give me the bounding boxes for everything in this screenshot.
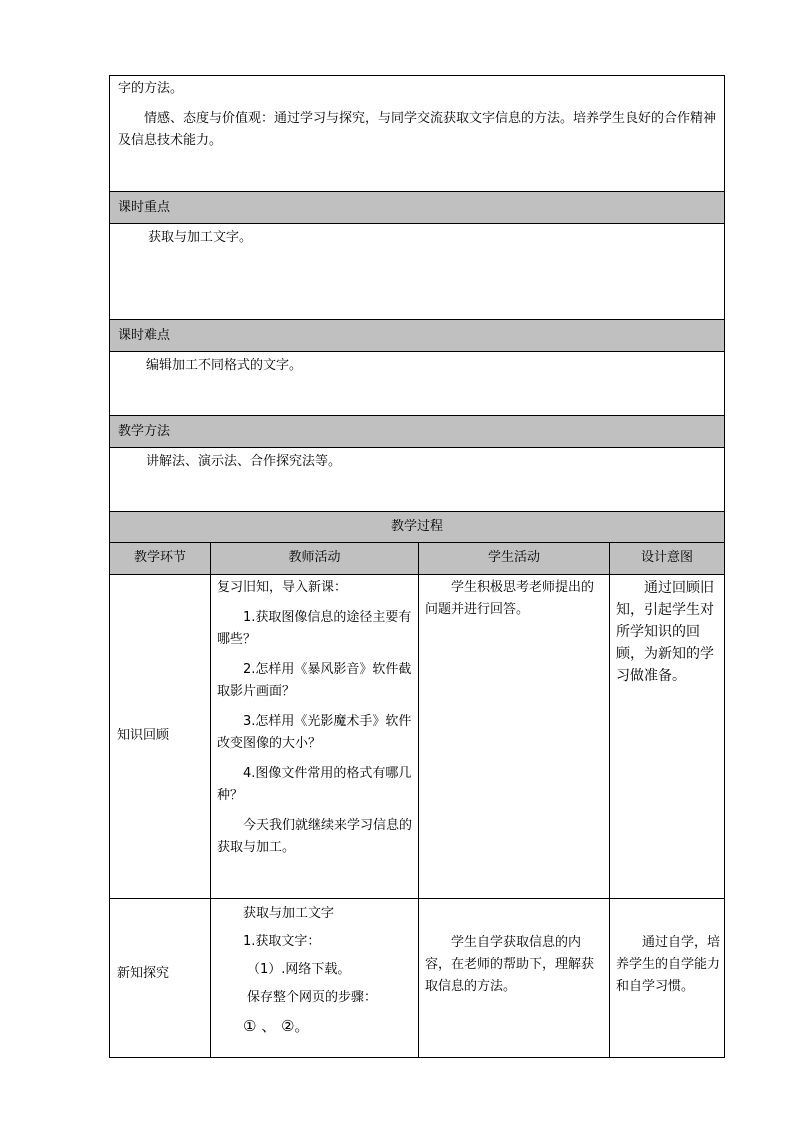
process-title bbox=[110, 511, 724, 543]
stage-label: 新知探究 bbox=[117, 966, 170, 981]
column-header-intent: 设计意图 bbox=[609, 543, 724, 574]
teacher-activity-line: 今天我们就继续来学习信息的获取与加工。 bbox=[217, 818, 413, 855]
section-content-difficulties bbox=[110, 352, 724, 415]
stage-label: 知识回顾 bbox=[117, 728, 170, 743]
teacher-activity-line: 1.获取文字： bbox=[243, 934, 321, 949]
design-intent-cell bbox=[609, 575, 724, 898]
teacher-activity-cell bbox=[210, 575, 418, 898]
section-header-label: 课时重点 bbox=[118, 200, 171, 215]
section-content-text: 编辑加工不同格式的文字。 bbox=[146, 358, 303, 373]
teacher-activity-line: 2.怎样用《暴风影音》软件截取影片画面？ bbox=[217, 662, 412, 699]
teacher-activity-line: （1）.网络下载。 bbox=[247, 962, 351, 977]
lesson-plan-table bbox=[109, 75, 725, 1058]
teacher-activity-line: 1.获取图像信息的途径主要有哪些？ bbox=[217, 610, 412, 647]
design-intent-text: 通过回顾旧知，引起学生对所学知识的回顾，为新知的学习做准备。 bbox=[616, 580, 714, 684]
section-header-key-points bbox=[110, 191, 724, 224]
teacher-activity-line: 4.图像文件常用的格式有哪几种？ bbox=[217, 766, 412, 803]
column-header-student: 学生活动 bbox=[418, 543, 609, 574]
student-activity-cell bbox=[418, 575, 609, 898]
process-title-text: 教学过程 bbox=[390, 519, 443, 534]
section-header-label: 课时难点 bbox=[118, 328, 171, 343]
section-header-label: 教学方法 bbox=[118, 424, 171, 439]
objectives-line: 字的方法。 bbox=[118, 81, 184, 96]
objectives-paragraph: 情感、态度与价值观：通过学习与探究，与同学交流获取文字信息的方法。培养学生良好的合作精神及信息技术能力。 bbox=[118, 111, 717, 148]
design-intent-text: 通过自学，培养学生的自学能力和自学习惯。 bbox=[616, 935, 721, 994]
section-content-text: 讲解法、演示法、合作探究法等。 bbox=[146, 454, 342, 469]
process-row bbox=[110, 575, 724, 899]
stage-cell bbox=[110, 899, 210, 1057]
section-header-difficulties bbox=[110, 319, 724, 352]
teacher-activity-cell bbox=[210, 899, 418, 1057]
teacher-activity-line: ① 、 ②。 bbox=[243, 1017, 310, 1035]
process-column-headers bbox=[110, 543, 724, 575]
section-header-methods bbox=[110, 415, 724, 448]
section-content-text: 获取与加工文字。 bbox=[148, 230, 253, 245]
teacher-activity-line: 获取与加工文字 bbox=[243, 906, 335, 921]
student-activity-text: 学生积极思考老师提出的问题并进行回答。 bbox=[425, 580, 595, 617]
column-header-stage: 教学环节 bbox=[133, 550, 186, 565]
teacher-activity-line: 保存整个网页的步骤： bbox=[247, 990, 378, 1005]
student-activity-cell bbox=[418, 899, 609, 1057]
process-row bbox=[110, 899, 724, 1057]
design-intent-cell bbox=[609, 899, 724, 1057]
student-activity-text: 学生自学获取信息的内容，在老师的帮助下，理解获取信息的方法。 bbox=[425, 935, 595, 994]
teacher-activity-line: 3.怎样用《光影魔术手》软件改变图像的大小？ bbox=[217, 714, 412, 751]
column-header-teacher: 教师活动 bbox=[210, 543, 418, 574]
section-content-methods bbox=[110, 448, 724, 511]
stage-cell bbox=[110, 575, 210, 898]
teacher-activity-line: 复习旧知，导入新课： bbox=[217, 580, 348, 595]
objectives-block bbox=[110, 76, 724, 191]
section-content-key-points bbox=[110, 224, 724, 319]
